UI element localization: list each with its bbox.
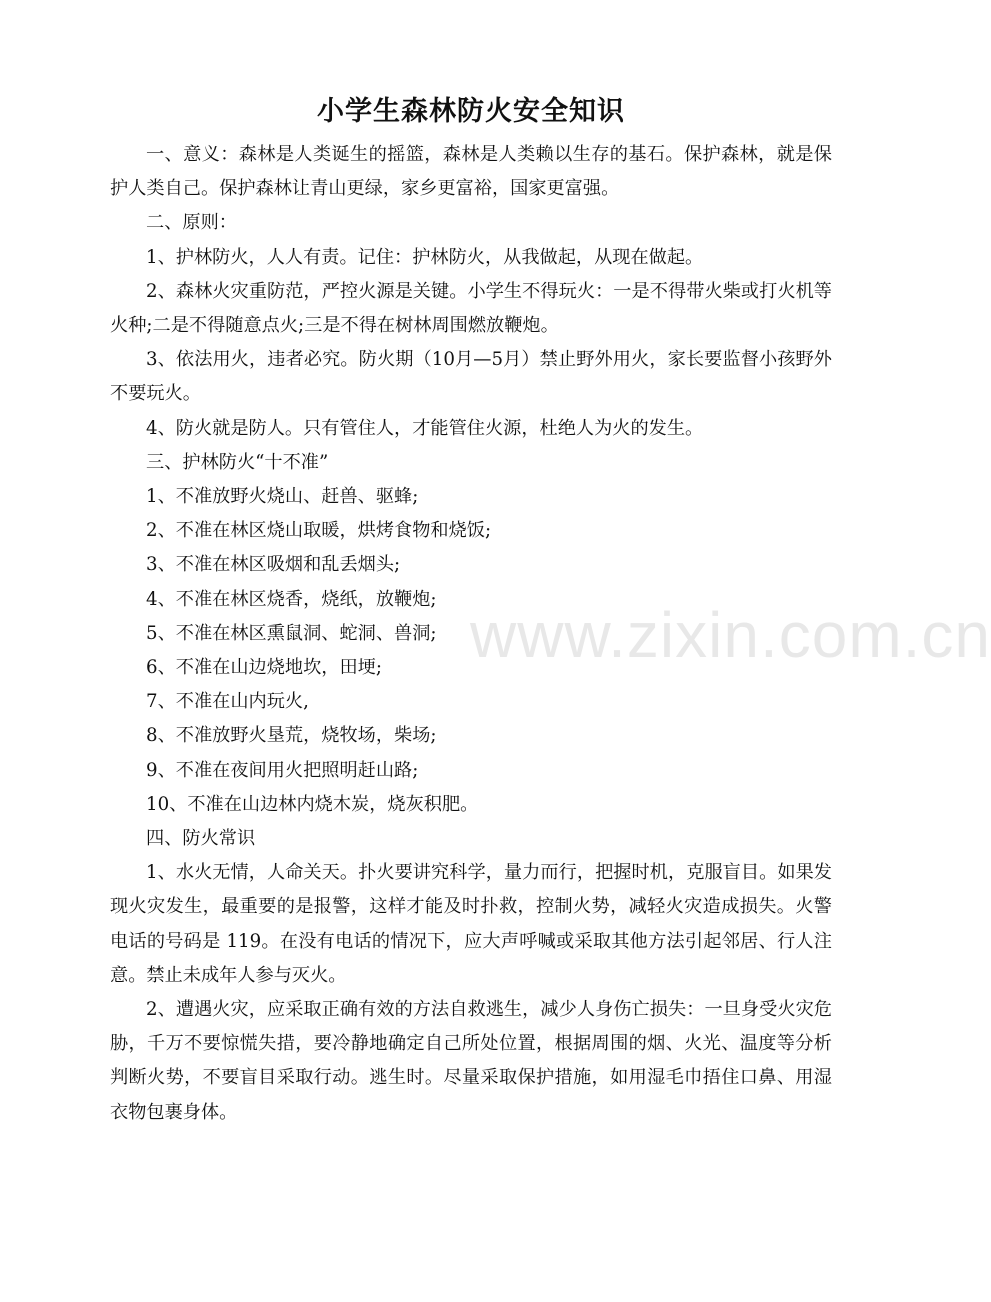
principle-item: 3、依法用火，违者必究。防火期（10月—5月）禁止野外用火，家长要监督小孩野外不要玩火。 xyxy=(110,349,832,405)
prohibition-item: 5、不准在林区熏鼠洞、蛇洞、兽洞; xyxy=(146,622,437,644)
heading-fire-knowledge: 四、防火常识 xyxy=(146,828,256,850)
knowledge-item: 2、遭遇火灾，应采取正确有效的方法自救逃生，减少人身伤亡损失：一旦身受火灾危胁，千万不要惊慌失措，要冷静地确定自己所处位置，根据周围的烟、火光、温度等分析判断火势，不要盲目采取行动。逃生时。尽量采取保护措施，如用湿毛巾捂住口鼻、用湿衣物包裹身体。 xyxy=(110,999,832,1123)
principle-item: 4、防火就是防人。只有管住人，才能管住火源，杜绝人为火的发生。 xyxy=(146,417,704,439)
prohibition-item: 1、不准放野火烧山、赶兽、驱蜂; xyxy=(146,486,419,508)
prohibition-item: 9、不准在夜间用火把照明赶山路; xyxy=(146,759,419,781)
principle-item: 1、护林防火，人人有责。记住：护林防火，从我做起，从现在做起。 xyxy=(146,246,704,268)
prohibition-item: 7、不准在山内玩火, xyxy=(146,691,309,713)
prohibition-item: 4、不准在林区烧香，烧纸，放鞭炮; xyxy=(146,588,437,610)
principle-item: 2、森林火灾重防范，严控火源是关键。小学生不得玩火：一是不得带火柴或打火机等火种;二是不得随意点火;三是不得在树林周围燃放鞭炮。 xyxy=(110,280,832,337)
prohibition-item: 10、不准在山边林内烧木炭，烧灰积肥。 xyxy=(146,793,479,815)
watermark: www.zixin.com.cn xyxy=(470,599,991,671)
paragraph-significance: 一、意义：森林是人类诞生的摇篮，森林是人类赖以生存的基石。保护森林，就是保护人类自己。保护森林让青山更绿，家乡更富裕，国家更富强。 xyxy=(110,144,832,200)
prohibition-item: 2、不准在林区烧山取暖，烘烤食物和烧饭; xyxy=(146,520,492,542)
prohibition-item: 8、不准放野火垦荒，烧牧场，柴场; xyxy=(146,725,437,747)
page-title: 小学生森林防火安全知识 xyxy=(317,96,625,127)
document-body xyxy=(110,138,832,1130)
heading-principles: 二、原则： xyxy=(146,212,237,234)
knowledge-item: 1、水火无情，人命关天。扑火要讲究科学，量力而行，把握时机，克服盲目。如果发现火灾发生，最重要的是报警，这样才能及时扑救，控制火势，减轻火灾造成损失。火警电话的号码是 119。在没有电话的情况下，应大声呼喊或采取其他方法引起邻居、行人注意。禁止未成年人参与灭火。 xyxy=(110,862,832,986)
prohibition-item: 6、不准在山边烧地坎，田埂; xyxy=(146,657,382,679)
prohibition-item: 3、不准在林区吸烟和乱丢烟头; xyxy=(146,554,401,576)
heading-ten-prohibitions: 三、护林防火“十不准” xyxy=(146,451,329,473)
